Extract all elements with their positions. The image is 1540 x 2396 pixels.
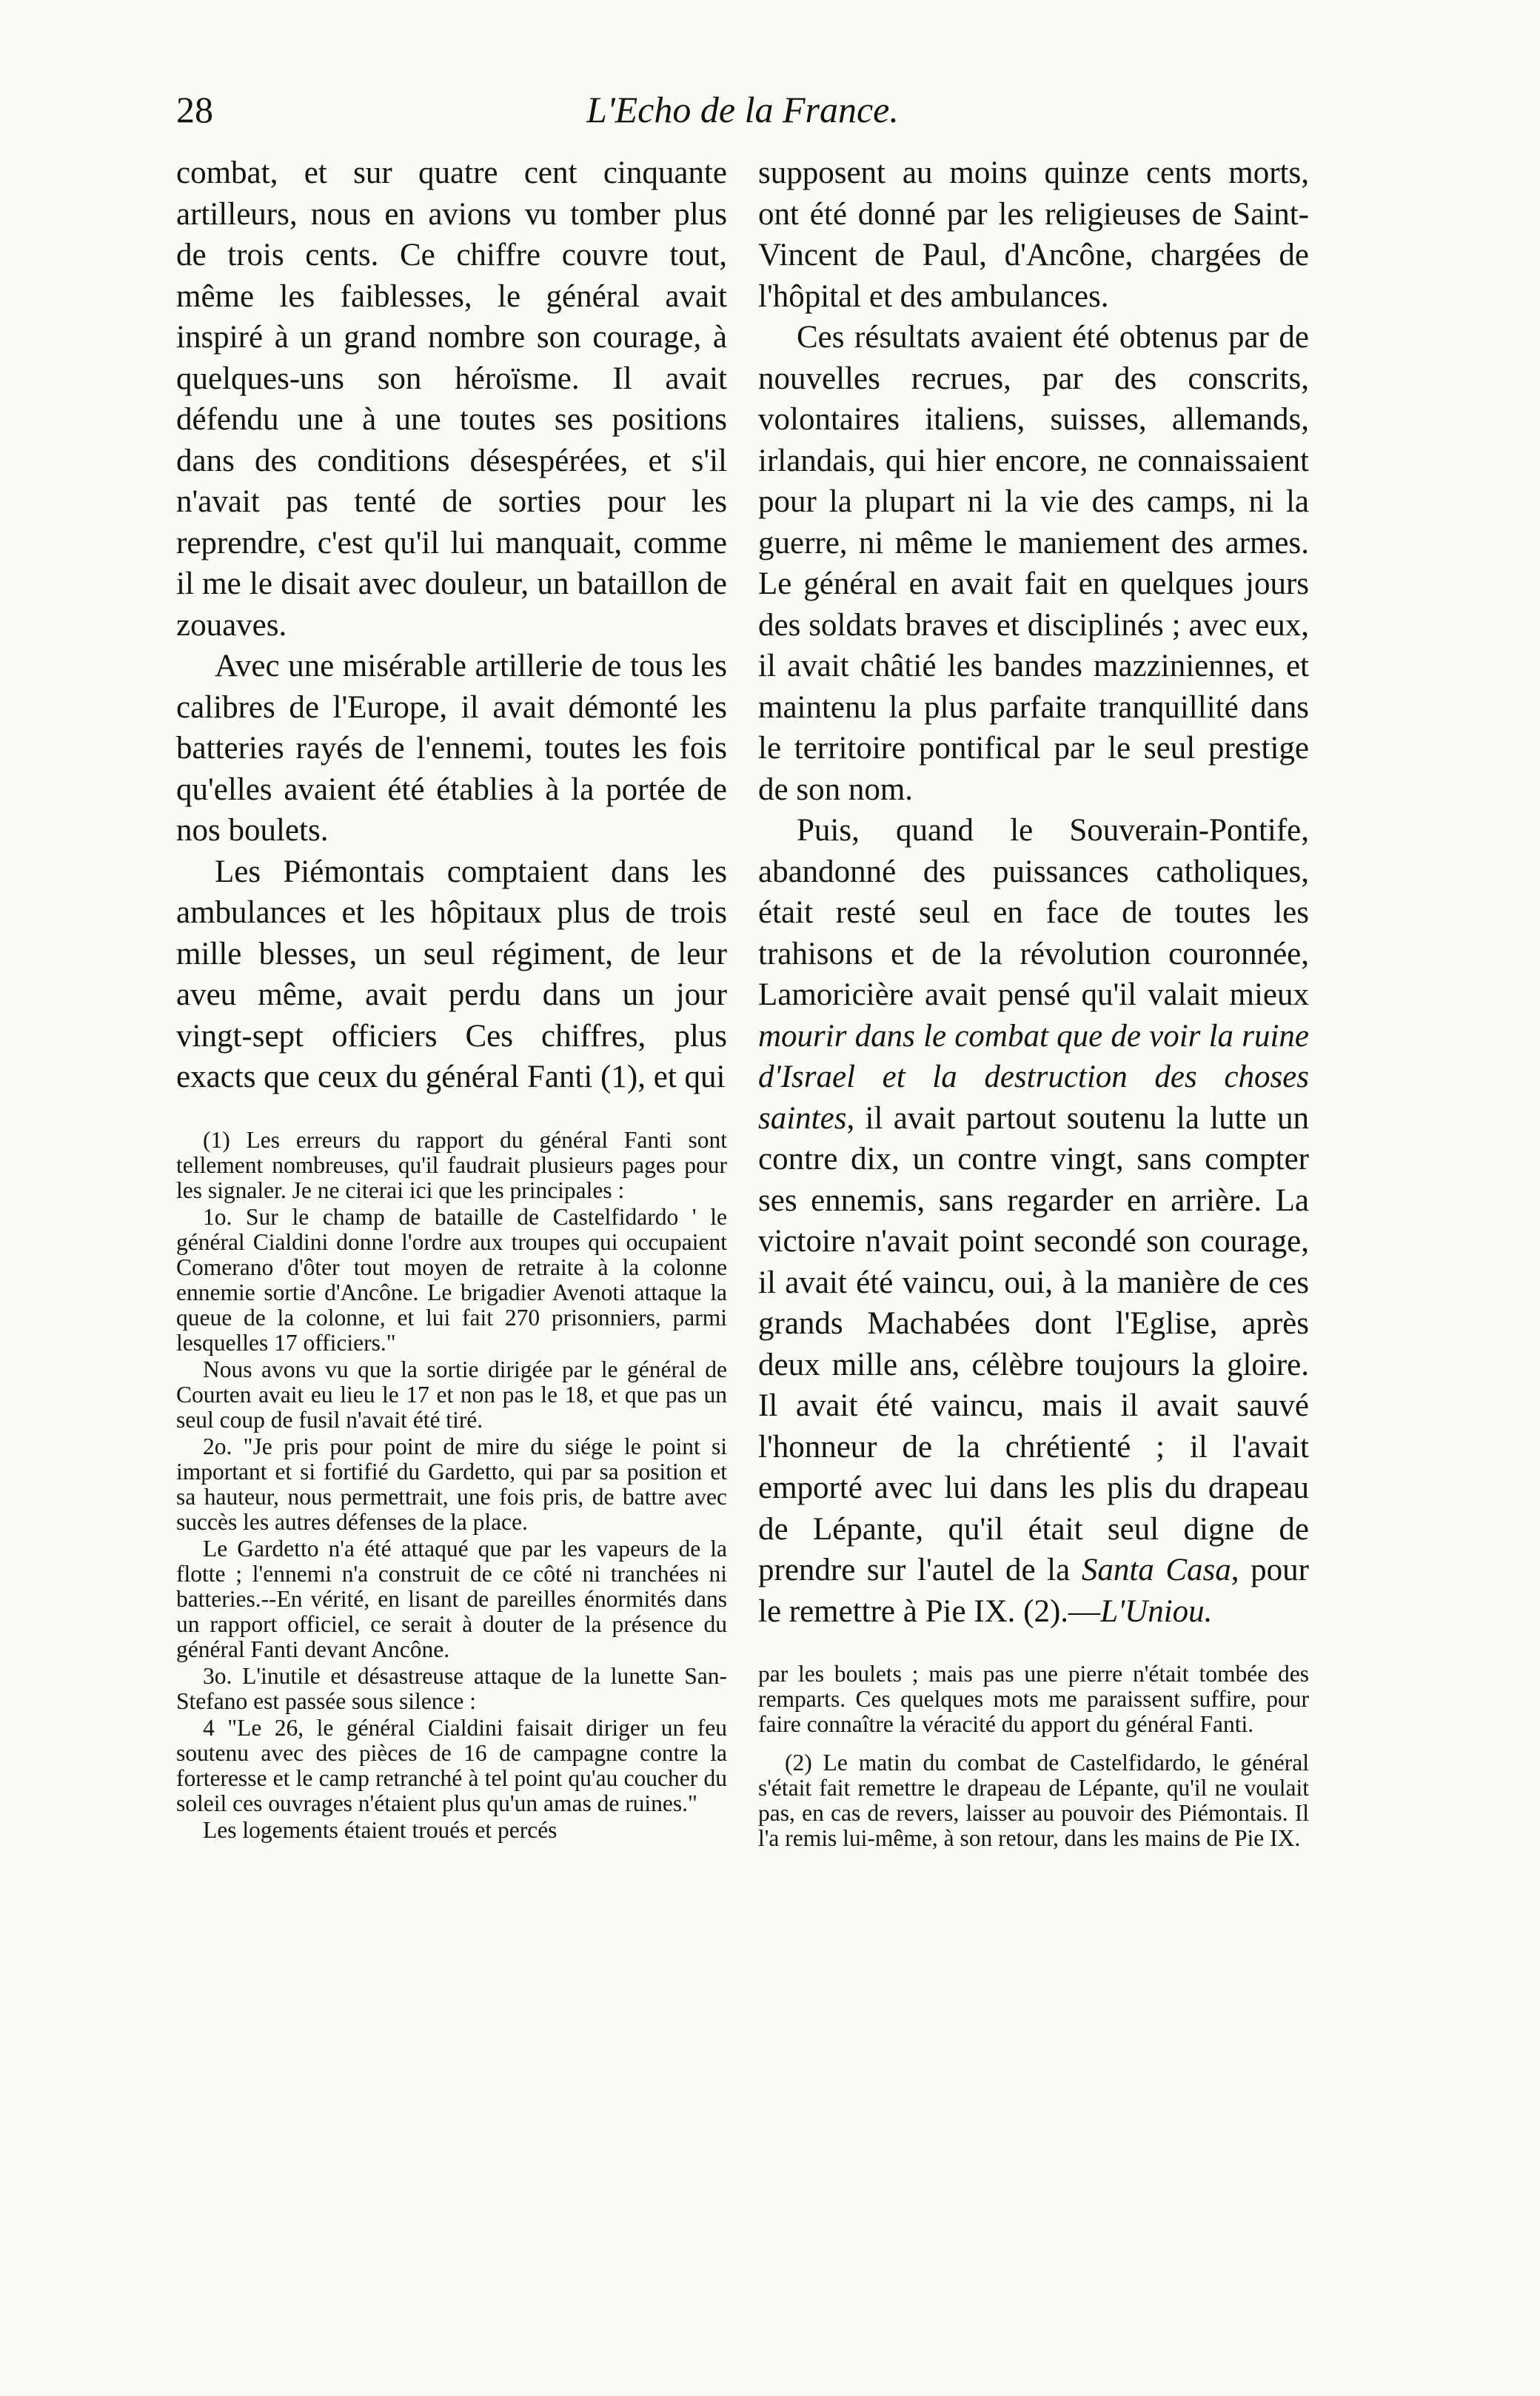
right-column xyxy=(758,153,1309,2344)
right-footnotes xyxy=(758,1662,1309,1851)
footnote-separator xyxy=(758,1737,1309,1750)
right-paragraph-1: supposent au moins quinze cents morts, ont été donné par les religieuses de Saint-Vincent de Paul, d'Ancône, chargées de l'hôpital et des ambulances. xyxy=(758,155,1309,314)
right-paragraph-2: Ces résultats avaient été obtenus par de nouvelles recrues, par des conscrits, volontaires italiens, suisses, allemands, irlandais, qui hier encore, ne connaissaient pour la plupart ni la vie des camps, ni la guerre, ni même le maniement des armes. Le général en avait fait en quelques jours des soldats braves et disciplinés ; avec eux, il avait châtié les bandes mazziniennes, et maintenu la plus parfaite tranquillité dans le territoire pontifical par le seul prestige de son nom. xyxy=(758,320,1309,807)
right-paragraph-3 xyxy=(758,810,1309,1632)
source-attribution: L'Uniou. xyxy=(1100,1593,1213,1629)
footnote-1-comment-4: Les logements étaient troués et percés xyxy=(203,1816,558,1843)
page-number: 28 xyxy=(176,89,213,130)
right-paragraph-3-part-3: , pour le remettre à Pie IX. (2).— xyxy=(758,1553,1309,1629)
footnote-1-item-4: 4 "Le 26, le général Cialdini faisait diriger un feu soutenu avec des pièces de 16 de campagne contre la forteresse et le camp retranché à tel point qu'au coucher du soleil ces ouvrages n'étaient plus qu'un amas de ruines." xyxy=(176,1714,727,1816)
footnote-1-item-2: 2o. "Je pris pour point de mire du siége le point si important et si fortifié du Gardetto, qui par sa position et sa hauteur, nous permettrait, une fois pris, de battre avec succès les autres défenses de la place. xyxy=(176,1433,727,1535)
footnote-1-comment-2: Le Gardetto n'a été attaqué que par les vapeurs de la flotte ; l'ennemi n'a construit de ce côté ni tranchées ni batteries.--En vérité, en lisant de pareilles énormités dans un rapport officiel, ce serait à douter de la présence du général Fanti devant Ancône. xyxy=(176,1535,727,1662)
footnote-1-comment-1: Nous avons vu que la sortie dirigée par le général de Courten avait eu lieu le 17 et non pas le 18, et que pas un seul coup de fusil n'avait été tiré. xyxy=(176,1356,727,1433)
left-column xyxy=(176,153,727,2344)
footnote-1-item-1: 1o. Sur le champ de bataille de Castelfidardo ' le général Cialdini donne l'ordre aux troupes qui occupaient Comerano d'ôter tout moyen de retraite à la colonne ennemie sortie d'Ancône. Le brigadier Avenoti attaque la queue de la colonne, et lui fait 270 prisonniers, parmi lesquelles 17 officiers." xyxy=(176,1203,727,1356)
right-paragraph-3-part-1: Puis, quand le Souverain-Pontife, abandonné des puissances catholiques, était resté seul en face de toutes les trahisons et de la révolution couronnée, Lamoricière avait pensé qu'il valait mieux xyxy=(758,813,1309,1012)
left-paragraph-1: combat, et sur quatre cent cinquante artilleurs, nous en avions vu tomber plus de trois cents. Ce chiffre couvre tout, même les faiblesses, le général avait inspiré à un grand nombre son courage, à quelques-uns son héroïsme. Il avait défendu une à une toutes ses positions dans des conditions désespérées, et s'il n'avait pas tenté de sorties pour les reprendre, c'est qu'il lui manquait, comme il me le disait avec douleur, un bataillon de zouaves. xyxy=(176,155,727,643)
footnote-2: (2) Le matin du combat de Castelfidardo, le général s'était fait remettre le drapeau de Lépante, qu'il ne voulait pas, en cas de revers, laisser au pouvoir des Piémontais. Il l'a remis lui-même, à son retour, dans les mains de Pie IX. xyxy=(758,1750,1309,1851)
footnote-1-continuation: par les boulets ; mais pas une pierre n'était tombée des remparts. Ces quelques mots me paraissent suffire, pour faire connaître la véracité du apport du général Fanti. xyxy=(758,1661,1309,1737)
left-footnotes xyxy=(176,1128,727,1843)
footnote-1-item-3: 3o. L'inutile et désastreuse attaque de la lunette San-Stefano est passée sous silence : xyxy=(176,1662,727,1714)
running-title: L'Echo de la France. xyxy=(586,89,899,130)
left-paragraph-2: Avec une misérable artillerie de tous les calibres de l'Europe, il avait démonté les batteries rayés de l'ennemi, toutes les fois qu'elles avaient été établies à la portée de nos boulets. xyxy=(176,649,727,848)
footnote-1-intro: (1) Les erreurs du rapport du général Fanti sont tellement nombreuses, qu'il faudrait plusieurs pages pour les signaler. Je ne citerai ici que les principales : xyxy=(176,1126,727,1203)
left-paragraph-3: Les Piémontais comptaient dans les ambulances et les hôpitaux plus de trois mille blesses, un seul régiment, de leur aveu même, avait perdu dans un jour vingt-sept officiers Ces chiffres, plus exacts que ceux du général Fanti (1), et qui xyxy=(176,854,727,1094)
right-paragraph-3-part-2: , il avait partout soutenu la lutte un contre dix, un contre vingt, sans compter ses ennemis, sans regarder en arrière. La victoire n'avait point secondé son courage, il avait été vaincu, oui, à la manière de ces grands Machabées dont l'Eglise, après deux mille ans, célèbre toujours la gloire. Il avait été vaincu, mais il avait sauvé l'honneur de la chrétienté ; il l'avait emporté avec lui dans les plis du drapeau de Lépante, qu'il était seul digne de prendre sur l'autel de la xyxy=(758,1100,1309,1587)
right-paragraph-3-italic-2: Santa Casa xyxy=(1081,1553,1231,1587)
page-header xyxy=(176,87,1309,147)
right-paragraph-3-italic-1: mourir dans le combat que de voir la ruine d'Israel et la destruction des choses saintes xyxy=(758,1018,1309,1136)
